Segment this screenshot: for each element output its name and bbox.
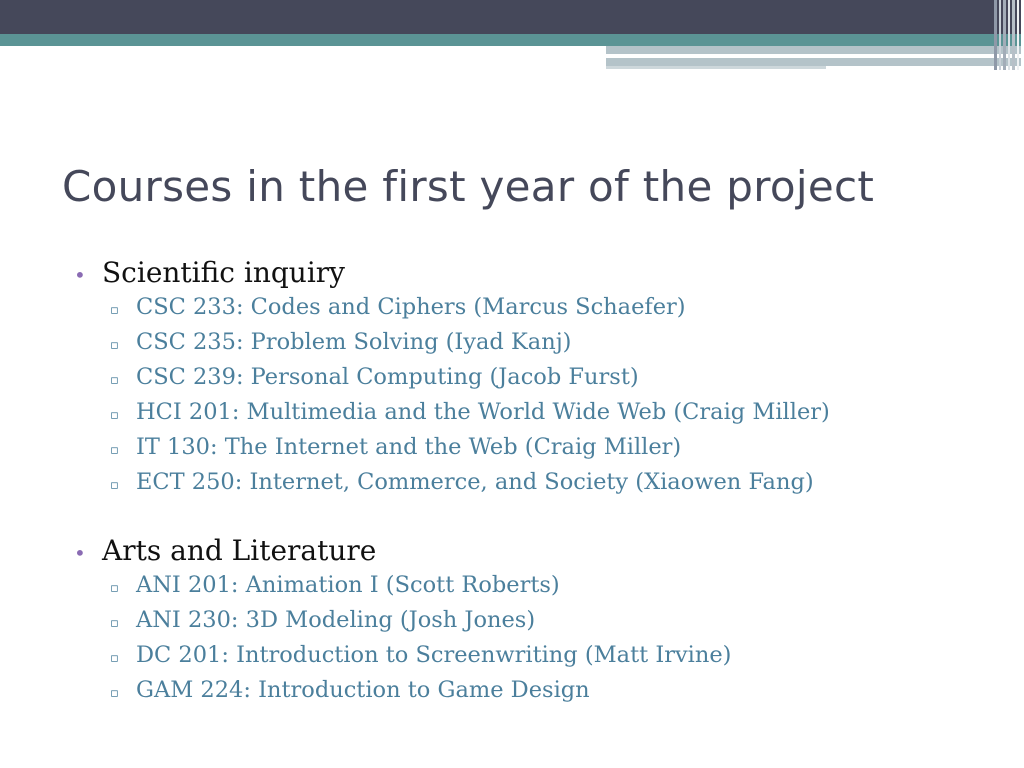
header-stripes [992,0,1024,70]
bullet-icon: • [74,263,86,287]
list-item-text: GAM 224: Introduction to Game Design [136,677,590,703]
list-item-text: HCI 201: Multimedia and the World Wide Web (Craig Miller) [136,399,830,425]
list-item [74,642,994,677]
sub-bullet-icon: ▫ [110,686,119,701]
list-item [74,294,994,329]
header-dark-band [0,0,1024,34]
list-item-text: CSC 235: Problem Solving (Iyad Kanj) [136,329,572,355]
bullet-list [74,256,994,742]
sub-bullet-icon: ▫ [110,408,119,423]
sub-bullet-icon: ▫ [110,338,119,353]
list-item-text: CSC 239: Personal Computing (Jacob Furst) [136,364,639,390]
list-item [74,329,994,364]
section-heading [74,534,994,572]
list-item-text: ANI 201: Animation I (Scott Roberts) [136,572,560,598]
sub-bullet-icon: ▫ [110,373,119,388]
sub-bullet-icon: ▫ [110,651,119,666]
sub-bullet-icon: ▫ [110,443,119,458]
header-accent-bar [606,46,1024,54]
sub-bullet-icon: ▫ [110,616,119,631]
header-teal-band [0,34,1024,46]
section-arts-and-literature [74,534,994,712]
list-item-text: ECT 250: Internet, Commerce, and Society (Xiaowen Fang) [136,469,814,495]
section-scientific-inquiry [74,256,994,504]
bullet-icon: • [74,541,86,565]
section-heading-text: Arts and Literature [102,534,377,567]
slide-title: Courses in the first year of the project [62,162,875,211]
list-item [74,469,994,504]
header-accent-bar-lower [606,58,1024,66]
sub-bullet-icon: ▫ [110,303,119,318]
list-item-text: IT 130: The Internet and the Web (Craig Miller) [136,434,682,460]
list-item [74,434,994,469]
list-item [74,677,994,712]
list-item [74,607,994,642]
section-heading-text: Scientific inquiry [102,256,345,289]
section-heading [74,256,994,294]
list-item-text: ANI 230: 3D Modeling (Josh Jones) [136,607,536,633]
sub-bullet-icon: ▫ [110,478,119,493]
list-item [74,364,994,399]
list-item [74,572,994,607]
sub-bullet-icon: ▫ [110,581,119,596]
list-item-text: CSC 233: Codes and Ciphers (Marcus Schaefer) [136,294,686,320]
list-item-text: DC 201: Introduction to Screenwriting (Matt Irvine) [136,642,732,668]
header-accent-bar-short [606,66,826,69]
list-item [74,399,994,434]
